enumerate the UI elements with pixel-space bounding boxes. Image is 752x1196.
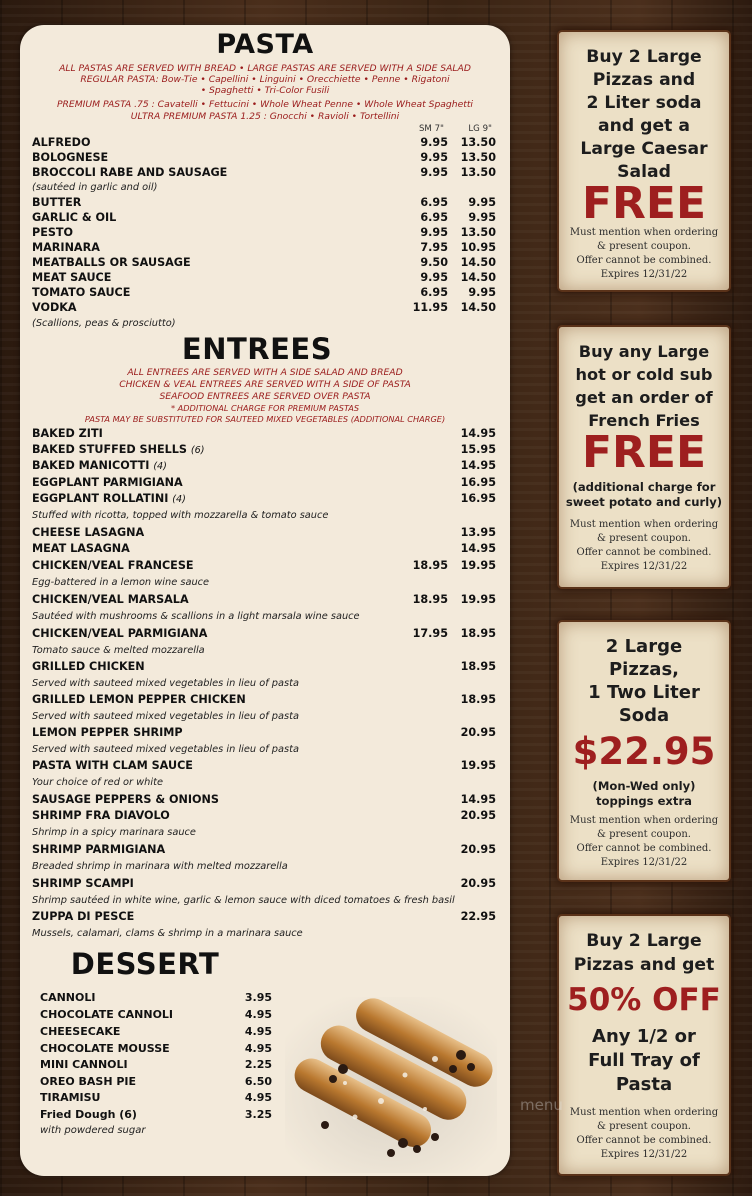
coupon-fine-print: Offer cannot be combined. [576, 547, 712, 558]
coupon-fine-print: Expires 12/31/22 [600, 1149, 688, 1160]
item-name: MARINARA [32, 241, 100, 254]
item-description: Shrimp in a spicy marinara sauce [32, 827, 196, 838]
pasta-note: ULTRA PREMIUM PASTA 1.25 : Gnocchi • Ravioli • Tortellini [130, 111, 400, 122]
coupon-fine-print: Expires 12/31/22 [600, 857, 688, 868]
coupon-line: 2 Liter soda [586, 93, 702, 113]
coupon-line: get an order of [575, 388, 713, 407]
menu-item [32, 526, 496, 542]
menu-item [32, 660, 496, 676]
menu-item [32, 910, 496, 926]
coupon-fine-print: Offer cannot be combined. [576, 843, 712, 854]
item-price-large: 13.50 [460, 226, 496, 239]
menu-item [40, 991, 272, 1007]
menu-item [32, 877, 496, 893]
coupon-line: Pizzas and [592, 70, 696, 90]
item-name: EGGPLANT PARMIGIANA [32, 476, 183, 489]
coupon-line: Large Caesar [580, 139, 708, 159]
item-price-small: 9.95 [420, 136, 448, 149]
coupon-pizza-soda-deal [559, 622, 729, 880]
pasta-note: • Spaghetti • Tri-Color Fusili [200, 85, 330, 96]
item-price-small: 6.95 [420, 211, 448, 224]
coupon-extra: sweet potato and curly) [565, 495, 723, 509]
item-price: 18.95 [460, 660, 496, 673]
item-name: CHOCOLATE MOUSSE [40, 1042, 170, 1055]
menu-item [32, 286, 496, 302]
coupon-fine-print: Must mention when ordering [569, 227, 719, 238]
coupon-line: Soda [618, 705, 670, 726]
size-small-label: SM 7" [418, 124, 444, 134]
item-name: PESTO [32, 226, 74, 239]
entrees-note: * ADDITIONAL CHARGE FOR PREMIUM PASTAS [170, 403, 360, 413]
menu-item [32, 196, 496, 212]
item-name: SHRIMP SCAMPI [32, 877, 134, 890]
item-name: LEMON PEPPER SHRIMP [32, 726, 183, 739]
size-large-label: LG 9" [468, 124, 492, 134]
coupon-fine-print: & present coupon. [597, 533, 691, 544]
item-price: 16.95 [460, 492, 496, 505]
item-price-large: 13.50 [460, 151, 496, 164]
menu-item [32, 166, 496, 182]
coupon-line: Pasta [615, 1074, 673, 1095]
dessert-heading: DESSERT [70, 947, 220, 981]
menu-item [40, 1091, 272, 1107]
item-name: CHICKEN/VEAL PARMIGIANA [32, 627, 208, 640]
coupon-line: Full Tray of [588, 1050, 700, 1071]
menu-item [32, 443, 496, 459]
menu-item [32, 542, 496, 558]
item-price-small: 7.95 [420, 241, 448, 254]
pasta-size-header [32, 124, 496, 136]
menu-item [40, 1042, 272, 1058]
item-name: MINI CANNOLI [40, 1058, 128, 1071]
item-description: Served with sauteed mixed vegetables in lieu of pasta [32, 711, 299, 722]
coupon-extra: toppings extra [596, 794, 692, 808]
coupon-pasta-tray [559, 916, 729, 1174]
item-price: 3.95 [244, 991, 272, 1004]
item-price: 15.95 [460, 443, 496, 456]
item-price-large: 18.95 [460, 627, 496, 640]
menu-item [32, 593, 496, 609]
coupon-line: Buy 2 Large [586, 931, 702, 951]
item-price-small: 9.50 [420, 256, 448, 269]
coupon-french-fries [559, 327, 729, 587]
coupon-highlight: FREE [581, 178, 707, 229]
item-price-small: 18.95 [412, 593, 448, 606]
item-name: BAKED MANICOTTI (4) [32, 459, 167, 472]
item-price: 22.95 [460, 910, 496, 923]
coupon-line: Salad [617, 162, 671, 182]
item-price: 20.95 [460, 809, 496, 822]
item-price: 18.95 [460, 693, 496, 706]
item-price: 4.95 [244, 1008, 272, 1021]
menu-item [32, 459, 496, 475]
item-price-large: 13.50 [460, 136, 496, 149]
menu-panel [20, 25, 510, 1176]
item-price-large: 10.95 [460, 241, 496, 254]
item-description: Served with sauteed mixed vegetables in lieu of pasta [32, 678, 299, 689]
item-description: Served with sauteed mixed vegetables in lieu of pasta [32, 744, 299, 755]
item-name: CHEESE LASAGNA [32, 526, 145, 539]
item-name: ZUPPA DI PESCE [32, 910, 135, 923]
menu-item [32, 427, 496, 443]
coupon-line: 2 Large [605, 636, 683, 657]
item-price: 20.95 [460, 843, 496, 856]
item-name: OREO BASH PIE [40, 1075, 137, 1088]
menu-item [32, 627, 496, 643]
item-description: Your choice of red or white [32, 777, 163, 788]
menu-item [32, 759, 496, 775]
coupon-line: French Fries [588, 411, 700, 430]
coupon-line: Any 1/2 or [592, 1026, 696, 1047]
menu-item [32, 793, 496, 809]
item-name: GRILLED LEMON PEPPER CHICKEN [32, 693, 246, 706]
item-name: GARLIC & OIL [32, 211, 117, 224]
item-name: Fried Dough (6) [40, 1108, 137, 1121]
coupon-fine-print: Offer cannot be combined. [576, 255, 712, 266]
menu-item [32, 559, 496, 575]
item-name: CHICKEN/VEAL FRANCESE [32, 559, 194, 572]
coupon-line: Pizzas, [608, 659, 679, 680]
item-price: 14.95 [460, 459, 496, 472]
item-name: EGGPLANT ROLLATINI (4) [32, 492, 186, 505]
item-name: BAKED ZITI [32, 427, 103, 440]
item-price-large: 13.50 [460, 166, 496, 179]
item-price-small: 6.95 [420, 196, 448, 209]
menu-item [32, 211, 496, 227]
item-price-small: 9.95 [420, 151, 448, 164]
item-price: 4.95 [244, 1091, 272, 1104]
item-price-large: 14.50 [460, 301, 496, 314]
item-price: 4.95 [244, 1042, 272, 1055]
coupon-fine-print: Expires 12/31/22 [600, 561, 688, 572]
item-name: SHRIMP FRA DIAVOLO [32, 809, 170, 822]
item-description: (Scallions, peas & prosciutto) [32, 318, 176, 329]
coupon-line: Pizzas and get [573, 955, 715, 975]
item-price: 14.95 [460, 542, 496, 555]
item-price-small: 9.95 [420, 166, 448, 179]
menu-item [40, 1108, 272, 1124]
coupon-fine-print: Must mention when ordering [569, 1107, 719, 1118]
pasta-heading: PASTA [216, 29, 314, 60]
item-description: Stuffed with ricotta, topped with mozzarella & tomato sauce [32, 510, 329, 521]
item-price-small: 6.95 [420, 286, 448, 299]
item-name: MEAT LASAGNA [32, 542, 130, 555]
item-price-large: 14.50 [460, 271, 496, 284]
coupon-line: 1 Two Liter [588, 682, 700, 703]
item-name: PASTA WITH CLAM SAUCE [32, 759, 193, 772]
item-price-large: 9.95 [468, 196, 496, 209]
item-description: Mussels, calamari, clams & shrimp in a marinara sauce [32, 928, 303, 939]
item-price: 13.95 [460, 526, 496, 539]
item-name: GRILLED CHICKEN [32, 660, 145, 673]
pasta-note: PREMIUM PASTA .75 : Cavatelli • Fettucini • Whole Wheat Penne • Whole Wheat Spaghetti [57, 99, 473, 110]
coupon-line: hot or cold sub [575, 365, 713, 384]
entrees-note: CHICKEN & VEAL ENTREES ARE SERVED WITH A SIDE OF PASTA [119, 379, 411, 390]
item-price: 14.95 [460, 427, 496, 440]
coupon-highlight: FREE [581, 427, 707, 478]
menu-item [32, 256, 496, 272]
coupon-extra: (Mon-Wed only) [592, 779, 696, 793]
item-name: CANNOLI [40, 991, 96, 1004]
entrees-heading: ENTREES [181, 332, 333, 366]
menu-item [32, 151, 496, 167]
item-price: 19.95 [460, 759, 496, 772]
item-price: 14.95 [460, 793, 496, 806]
item-name: SAUSAGE PEPPERS & ONIONS [32, 793, 219, 806]
menu-item [32, 271, 496, 287]
item-name: CHICKEN/VEAL MARSALA [32, 593, 189, 606]
menu-item [32, 809, 496, 825]
item-name: BUTTER [32, 196, 82, 209]
menu-item [32, 476, 496, 492]
menu-item [32, 226, 496, 242]
menu-item [32, 136, 496, 152]
coupon-line: Buy 2 Large [586, 47, 702, 67]
item-price-large: 14.50 [460, 256, 496, 269]
item-price-small: 9.95 [420, 271, 448, 284]
cannoli-photo [285, 997, 497, 1173]
watermark-text: menu [520, 1096, 563, 1114]
item-description: (sautéed in garlic and oil) [32, 182, 158, 193]
item-price: 20.95 [460, 877, 496, 890]
item-name: MEATBALLS OR SAUSAGE [32, 256, 191, 269]
coupon-fine-print: Offer cannot be combined. [576, 1135, 712, 1146]
item-description: with powdered sugar [40, 1125, 146, 1136]
item-name: CHOCOLATE CANNOLI [40, 1008, 174, 1021]
coupon-extra: (additional charge for [572, 480, 716, 494]
menu-item [32, 843, 496, 859]
item-price: 16.95 [460, 476, 496, 489]
item-price: 4.95 [244, 1025, 272, 1038]
item-name: TIRAMISU [40, 1091, 101, 1104]
menu-item [40, 1058, 272, 1074]
menu-item [32, 492, 496, 508]
item-price-large: 19.95 [460, 559, 496, 572]
menu-item [40, 1008, 272, 1024]
coupon-fine-print: Must mention when ordering [569, 815, 719, 826]
item-price-small: 17.95 [412, 627, 448, 640]
item-name: SHRIMP PARMIGIANA [32, 843, 166, 856]
coupon-fine-print: & present coupon. [597, 1121, 691, 1132]
entrees-note: PASTA MAY BE SUBSTITUTED FOR SAUTEED MIXED VEGETABLES (ADDITIONAL CHARGE) [84, 414, 446, 424]
item-description: Tomato sauce & melted mozzarella [32, 645, 205, 656]
item-name: CHEESECAKE [40, 1025, 121, 1038]
menu-item [40, 1025, 272, 1041]
pasta-note: REGULAR PASTA: Bow-Tie • Capellini • Linguini • Orecchiette • Penne • Rigatoni [80, 74, 450, 85]
item-price-large: 9.95 [468, 211, 496, 224]
entrees-note: SEAFOOD ENTREES ARE SERVED OVER PASTA [159, 391, 371, 402]
menu-item [40, 1075, 272, 1091]
coupon-caesar-salad [559, 32, 729, 290]
item-price-large: 9.95 [468, 286, 496, 299]
item-price-small: 9.95 [420, 226, 448, 239]
item-price: 3.25 [244, 1108, 272, 1121]
coupon-fine-print: Expires 12/31/22 [600, 269, 688, 280]
pasta-note: ALL PASTAS ARE SERVED WITH BREAD • LARGE PASTAS ARE SERVED WITH A SIDE SALAD [59, 63, 471, 74]
menu-item [32, 241, 496, 257]
item-price-small: 11.95 [412, 301, 448, 314]
item-description: Egg-battered in a lemon wine sauce [32, 577, 210, 588]
menu-item [32, 693, 496, 709]
item-price: 2.25 [244, 1058, 272, 1071]
item-price-large: 19.95 [460, 593, 496, 606]
coupon-line: Buy any Large [578, 342, 710, 361]
item-name: TOMATO SAUCE [32, 286, 131, 299]
item-description: Sautéed with mushrooms & scallions in a light marsala wine sauce [32, 611, 360, 622]
coupon-highlight: 50% OFF [567, 982, 721, 1018]
menu-item [32, 726, 496, 742]
item-price-small: 18.95 [412, 559, 448, 572]
item-name: MEAT SAUCE [32, 271, 112, 284]
item-name: VODKA [32, 301, 77, 314]
item-name: BROCCOLI RABE AND SAUSAGE [32, 166, 228, 179]
item-name: ALFREDO [32, 136, 91, 149]
item-description: Shrimp sautéed in white wine, garlic & lemon sauce with diced tomatoes & fresh basil [32, 895, 455, 906]
coupon-line: and get a [598, 116, 690, 136]
item-description: Breaded shrimp in marinara with melted mozzarella [32, 861, 288, 872]
item-name: BOLOGNESE [32, 151, 109, 164]
menu-item [32, 301, 496, 317]
entrees-note: ALL ENTREES ARE SERVED WITH A SIDE SALAD AND BREAD [127, 367, 403, 378]
coupon-fine-print: & present coupon. [597, 241, 691, 252]
coupon-highlight: $22.95 [572, 730, 716, 773]
item-price: 6.50 [244, 1075, 272, 1088]
item-price: 20.95 [460, 726, 496, 739]
coupon-fine-print: Must mention when ordering [569, 519, 719, 530]
item-name: BAKED STUFFED SHELLS (6) [32, 443, 205, 456]
coupon-fine-print: & present coupon. [597, 829, 691, 840]
